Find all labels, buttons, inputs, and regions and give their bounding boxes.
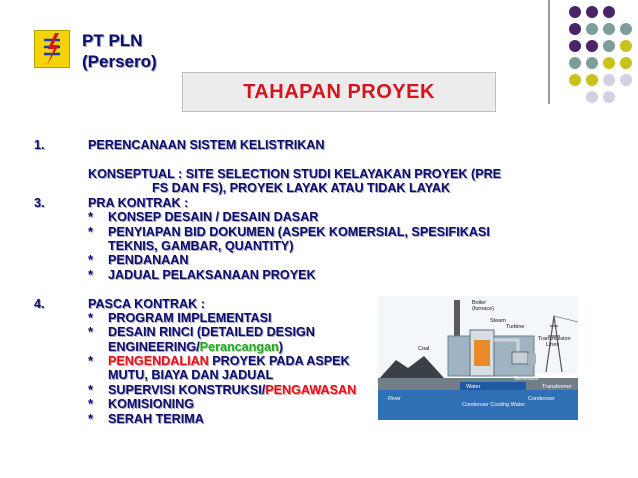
label-condenser: Condenser (528, 396, 555, 402)
label-turbine: Turbine (506, 324, 525, 330)
section-title: PRA KONTRAK : (88, 196, 189, 210)
company-name-line2: (Persero) (82, 52, 157, 71)
dot (620, 57, 632, 69)
bullet-marker: * (88, 325, 93, 339)
dot (603, 40, 615, 52)
bullet-marker: * (88, 354, 93, 368)
label-furnace: (furnace) (472, 306, 495, 312)
label-river: River (388, 396, 401, 402)
list-item (108, 340, 283, 354)
dot (569, 40, 581, 52)
dot (603, 57, 615, 69)
list-item: KONSEP DESAIN / DESAIN DASAR (108, 210, 319, 224)
dot (603, 91, 615, 103)
list-item-text: ) (278, 340, 283, 354)
section-description: KONSEPTUAL : SITE SELECTION STUDI KELAYAKAN PROYEK (PRE (88, 167, 502, 181)
section-description: FS DAN FS), PROYEK LAYAK ATAU TIDAK LAYAK (152, 181, 451, 195)
dot (586, 6, 598, 18)
section-number: 3. (34, 196, 45, 210)
vertical-divider (548, 0, 550, 104)
bullet-marker: * (88, 253, 93, 267)
section-title: PERENCANAAN SISTEM KELISTRIKAN (88, 138, 325, 152)
bullet-marker: * (88, 397, 93, 411)
bullet-marker: * (88, 225, 93, 239)
bullet-marker: * (88, 210, 93, 224)
dot (603, 23, 615, 35)
list-item (108, 354, 350, 368)
list-item: MUTU, BIAYA DAN JADUAL (108, 368, 274, 382)
list-item: KOMISIONING (108, 397, 195, 411)
dot (603, 6, 615, 18)
dot (586, 74, 598, 86)
list-item: PENYIAPAN BID DOKUMEN (ASPEK KOMERSIAL, SPESIFIKASI (108, 225, 490, 239)
list-item: PROGRAM IMPLEMENTASI (108, 311, 272, 325)
list-item: TEKNIS, GAMBAR, QUANTITY) (108, 239, 294, 253)
dot (620, 40, 632, 52)
list-item: JADUAL PELAKSANAAN PROYEK (108, 268, 316, 282)
pln-logo (34, 30, 70, 68)
dot (586, 23, 598, 35)
label-lines: Lines (546, 342, 560, 348)
company-name (82, 30, 157, 72)
label-condenser-cooling-water: Condenser Cooling Water (462, 402, 526, 408)
bullet-marker: * (88, 412, 93, 426)
dot (586, 91, 598, 103)
list-item: PENDANAAN (108, 253, 189, 267)
dot (620, 23, 632, 35)
power-plant-diagram (378, 296, 578, 420)
label-steam: Steam (490, 318, 506, 324)
section-number: 1. (34, 138, 45, 152)
list-item: SERAH TERIMA (108, 412, 204, 426)
dot (620, 74, 632, 86)
title-box (182, 72, 496, 112)
list-item (108, 383, 356, 397)
list-item-text: SUPERVISI KONSTRUKSI/ (108, 383, 266, 397)
highlight-red: PENGAWASAN (265, 383, 357, 397)
list-item: DESAIN RINCI (DETAILED DESIGN (108, 325, 315, 339)
dot (569, 23, 581, 35)
label-generator: Generator (514, 376, 539, 382)
label-transformer: Transformer (542, 384, 572, 390)
dot (603, 74, 615, 86)
bullet-marker: * (88, 311, 93, 325)
list-item-text: ENGINEERING/ (108, 340, 200, 354)
label-coal: Coal (418, 346, 430, 352)
label-transmission: Transmission (538, 336, 571, 342)
dot (586, 40, 598, 52)
dot (569, 57, 581, 69)
company-name-line1: PT PLN (82, 31, 143, 50)
bullet-marker: * (88, 268, 93, 282)
section-title: PASCA KONTRAK : (88, 297, 205, 311)
label-water: Water (466, 384, 481, 390)
bullet-marker: * (88, 383, 93, 397)
label-boiler: Boiler (472, 300, 487, 306)
list-item-text: PROYEK PADA ASPEK (208, 354, 350, 368)
dot (569, 74, 581, 86)
highlight-red: PENGENDALIAN (108, 354, 209, 368)
highlight-green: Perancangan (199, 340, 279, 354)
slide-title: TAHAPAN PROYEK (243, 80, 435, 103)
power-plant-illustration (378, 296, 578, 420)
dot (586, 57, 598, 69)
section-number: 4. (34, 297, 45, 311)
dot (569, 6, 581, 18)
